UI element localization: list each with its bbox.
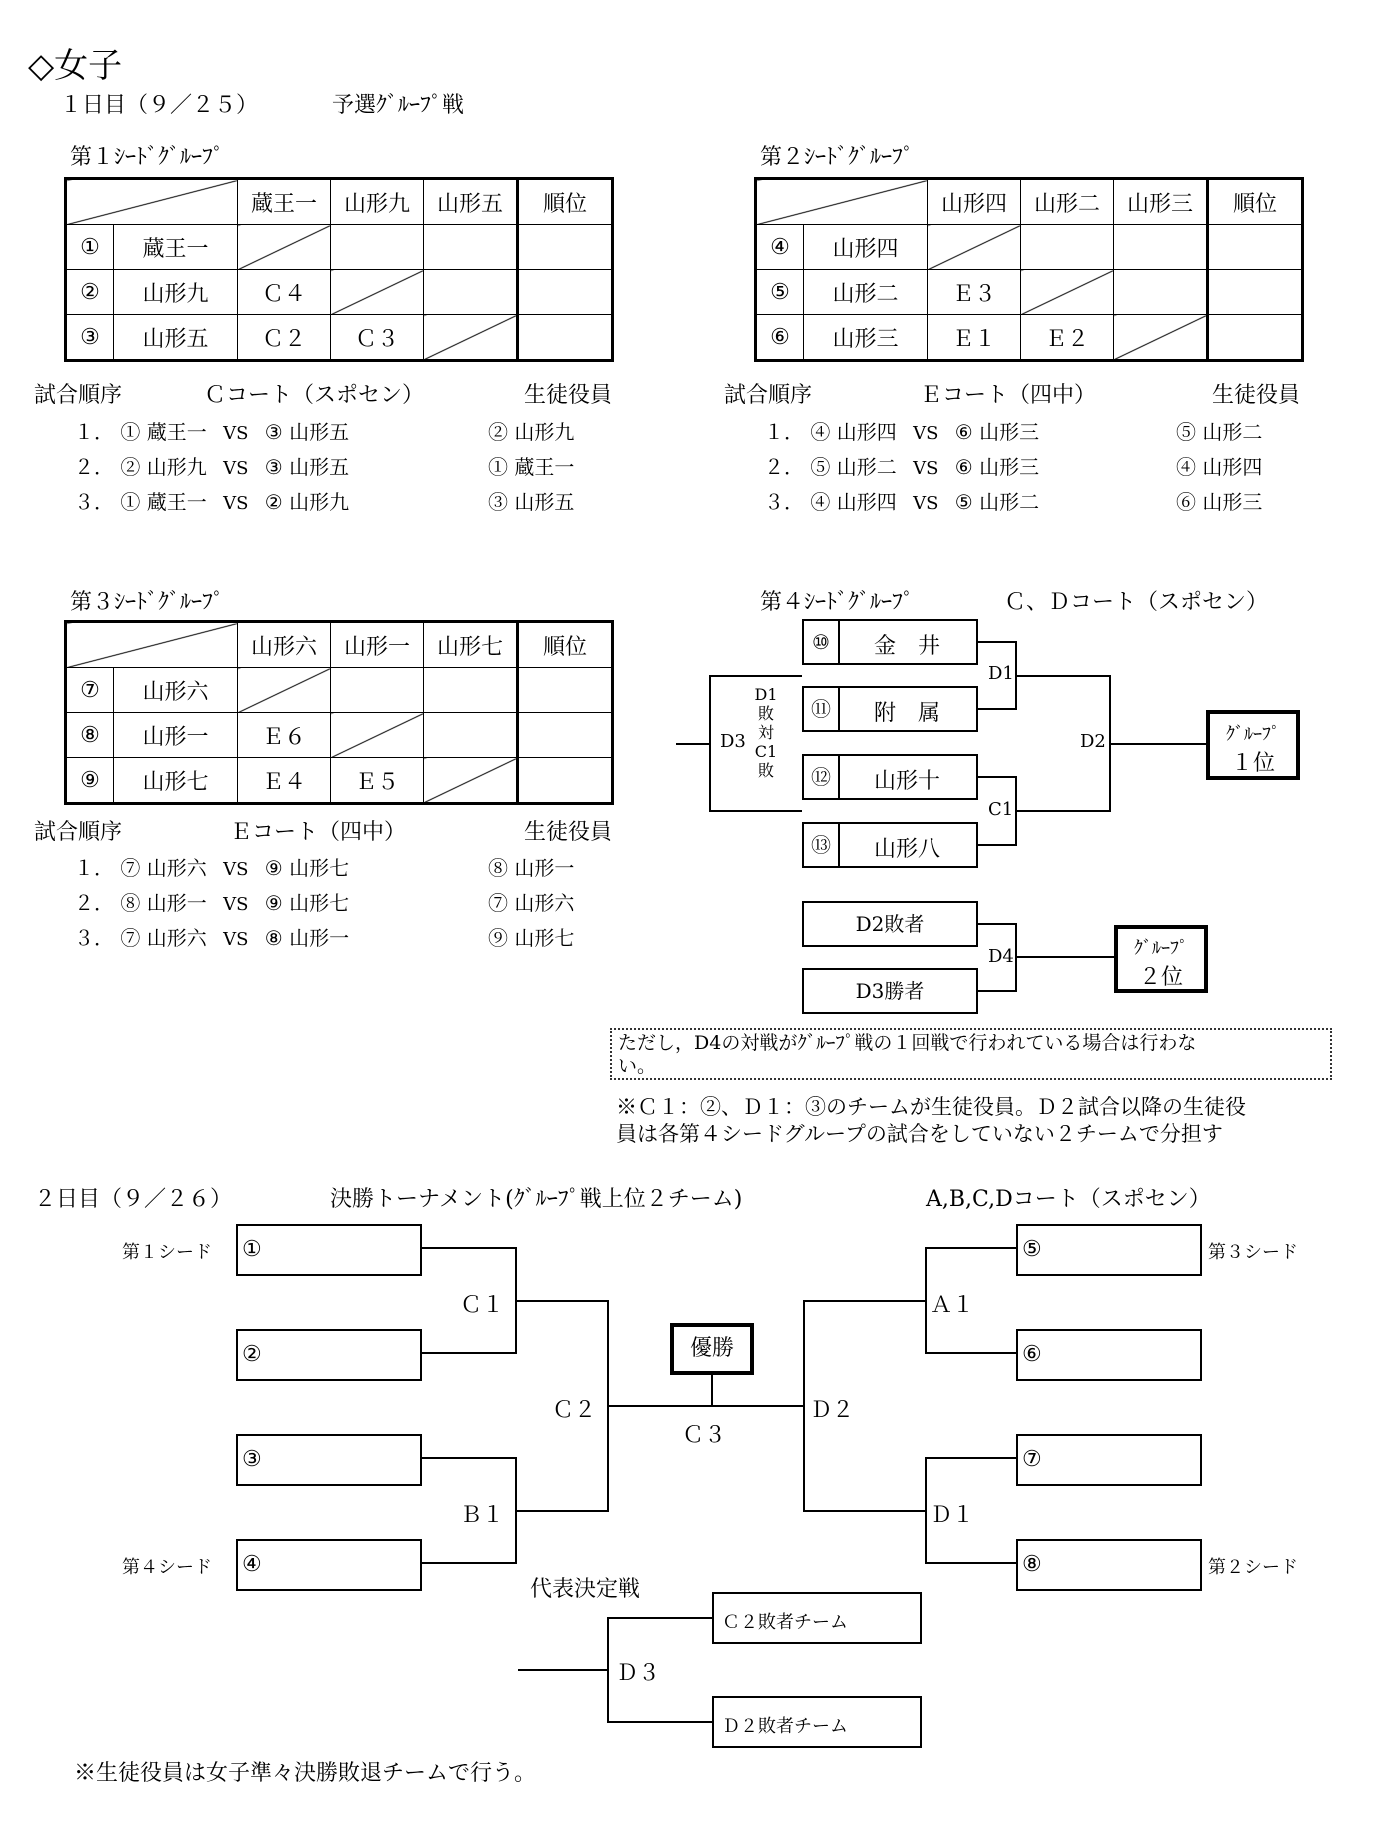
match-label-d2: D2	[1080, 731, 1106, 752]
group2-title: 第２ｼｰﾄﾞｸﾞﾙｰﾌﾟ	[760, 145, 915, 170]
group4-title: 第４ｼｰﾄﾞｸﾞﾙｰﾌﾟ	[760, 590, 915, 615]
row-num: ⑦	[66, 668, 114, 713]
match-team-a: ⑦ 山形六	[120, 856, 207, 880]
row-team: 山形四	[804, 225, 928, 270]
slot-num: ⑦	[1022, 1447, 1042, 1472]
d3-note-line: C1	[754, 742, 778, 761]
match-label-d3: Ｄ３	[616, 1661, 661, 1686]
col-header: 山形七	[424, 622, 518, 668]
vs-label: VS	[223, 859, 249, 880]
match-label-d4: D4	[988, 946, 1014, 967]
seed-label: 第１シード	[122, 1242, 212, 1263]
group1-title: 第１ｼｰﾄﾞｸﾞﾙｰﾌﾟ	[70, 145, 225, 170]
match-label-d3: D3	[720, 731, 746, 752]
slot-num: ⑧	[1022, 1552, 1042, 1577]
row-team: 山形三	[804, 315, 928, 361]
rank-header: 順位	[518, 179, 613, 225]
match-team-b: ③ 山形五	[264, 455, 350, 479]
match-label-d1: Ｄ１	[930, 1503, 975, 1528]
row-num: ③	[66, 315, 114, 361]
match-official: ② 山形九	[488, 420, 575, 444]
note-box-line: い。	[618, 1055, 657, 1077]
note-box	[610, 1028, 1332, 1080]
d3-note	[754, 685, 778, 780]
slot-num: ②	[242, 1342, 262, 1367]
row-num: ⑨	[66, 758, 114, 804]
match-label-c2: Ｃ２	[552, 1398, 597, 1423]
vs-label: VS	[223, 929, 249, 950]
page-title: ◇女子	[28, 46, 123, 86]
match-team-b: ③ 山形五	[264, 420, 350, 444]
slot-label: D2敗者	[855, 912, 925, 936]
day2-subheading: 決勝トーナメント(ｸﾞﾙｰﾌﾟ戦上位２チーム)	[330, 1187, 743, 1212]
note-line: 員は各第４シードグループの試合をしていない２チームで分担す	[616, 1122, 1223, 1146]
row-team: 山形一	[114, 713, 238, 758]
result-cell: Ｅ６	[238, 713, 331, 758]
result-cell: Ｃ２	[238, 315, 331, 361]
row-num: ⑧	[66, 713, 114, 758]
match-no: ２．	[74, 455, 114, 479]
group3-officials-label: 生徒役員	[524, 820, 613, 845]
match-team-a: ⑧ 山形一	[120, 891, 207, 915]
col-header: 蔵王一	[238, 179, 331, 225]
rank-header: 順位	[518, 622, 613, 668]
team-slot	[802, 686, 978, 732]
vs-label: VS	[223, 894, 249, 915]
match-no: １．	[764, 420, 804, 444]
col-header: 山形四	[928, 179, 1021, 225]
team-num: ⑬	[804, 824, 840, 866]
winner-line: ２位	[1138, 965, 1183, 990]
match-label-c1: C1	[988, 799, 1014, 820]
match-no: ３．	[74, 926, 114, 950]
match-no: １．	[74, 856, 114, 880]
match-team-a: ① 蔵王一	[120, 490, 207, 514]
slot-num: ⑥	[1022, 1342, 1042, 1367]
row-num: ⑤	[756, 270, 804, 315]
group3-title: 第３ｼｰﾄﾞｸﾞﾙｰﾌﾟ	[70, 590, 225, 615]
officials-note	[616, 1094, 1246, 1148]
match-label-b1: Ｂ１	[460, 1503, 505, 1528]
result-cell: Ｃ３	[331, 315, 424, 361]
winner-line: ｸﾞﾙｰﾌﾟ	[1134, 938, 1188, 959]
final-slot	[236, 1329, 422, 1381]
row-team: 山形二	[804, 270, 928, 315]
day2-court: A,B,C,Dコート（スポセン）	[926, 1187, 1211, 1212]
row-team: 蔵王一	[114, 225, 238, 270]
result-cell: Ｅ２	[1021, 315, 1114, 361]
row-team: 山形五	[114, 315, 238, 361]
match-team-a: ② 山形九	[120, 455, 207, 479]
vs-label: VS	[913, 493, 939, 514]
result-cell: Ｅ５	[331, 758, 424, 804]
row-num: ④	[756, 225, 804, 270]
match-team-a: ④ 山形四	[810, 420, 897, 444]
group2-court: Ｅコート（四中）	[920, 383, 1097, 408]
rep-slot-b	[712, 1696, 922, 1748]
team-slot	[802, 754, 978, 800]
match-team-a: ④ 山形四	[810, 490, 897, 514]
match-no: １．	[74, 420, 114, 444]
match-team-b: ⑨ 山形七	[264, 856, 350, 880]
group2-order-label: 試合順序	[724, 383, 813, 408]
match-no: ２．	[764, 455, 804, 479]
col-header: 山形六	[238, 622, 331, 668]
vs-label: VS	[913, 423, 939, 444]
match-label-d2: Ｄ２	[810, 1398, 855, 1423]
match-official: ⑨ 山形七	[488, 926, 575, 950]
match-official: ⑦ 山形六	[488, 891, 575, 915]
match-label-d1: D1	[988, 663, 1014, 684]
rep-slot-a	[712, 1592, 922, 1644]
col-header: 山形九	[331, 179, 424, 225]
match-team-b: ⑧ 山形一	[264, 926, 350, 950]
result-cell: Ｅ１	[928, 315, 1021, 361]
team-num: ⑪	[804, 688, 840, 730]
match-official: ⑧ 山形一	[488, 856, 575, 880]
group1-order-label: 試合順序	[34, 383, 123, 408]
match-official: ⑤ 山形二	[1176, 420, 1263, 444]
team-name: 金 井	[873, 634, 940, 659]
d2-loser-slot	[802, 901, 978, 947]
match-official: ① 蔵王一	[488, 455, 575, 479]
row-team: 山形九	[114, 270, 238, 315]
group1-court: Ｃコート（スポセン）	[204, 383, 425, 408]
final-slot	[1016, 1539, 1202, 1591]
match-official: ④ 山形四	[1176, 455, 1263, 479]
group2-officials-label: 生徒役員	[1212, 383, 1301, 408]
day1-subheading: 予選ｸﾞﾙｰﾌﾟ戦	[332, 93, 465, 118]
slot-num: ①	[242, 1237, 262, 1262]
rep-slot-label: Ｃ２敗者チーム	[722, 1612, 848, 1633]
champion-box	[670, 1323, 754, 1375]
col-header: 山形一	[331, 622, 424, 668]
final-slot	[1016, 1224, 1202, 1276]
day2-heading: ２日目（９／２６）	[34, 1187, 233, 1212]
final-slot	[1016, 1329, 1202, 1381]
seed-label: 第４シード	[122, 1557, 212, 1578]
match-label-c3: Ｃ３	[682, 1423, 727, 1448]
vs-label: VS	[913, 458, 939, 479]
champion-label: 優勝	[689, 1336, 734, 1361]
col-header: 山形三	[1114, 179, 1208, 225]
match-team-a: ⑦ 山形六	[120, 926, 207, 950]
vs-label: VS	[223, 493, 249, 514]
row-num: ⑥	[756, 315, 804, 361]
group-winner-1	[1206, 710, 1300, 780]
team-num: ⑩	[804, 621, 840, 663]
final-slot	[236, 1539, 422, 1591]
d3-note-line: 敗	[757, 704, 774, 723]
slot-num: ③	[242, 1447, 262, 1472]
match-no: ３．	[764, 490, 804, 514]
d3-winner-slot	[802, 968, 978, 1014]
result-cell: Ｃ４	[238, 270, 331, 315]
winner-line: ｸﾞﾙｰﾌﾟ	[1226, 724, 1280, 745]
slot-num: ④	[242, 1552, 262, 1577]
row-team: 山形六	[114, 668, 238, 713]
row-team: 山形七	[114, 758, 238, 804]
group4-court: Ｃ、Ｄコート（スポセン）	[1004, 590, 1269, 615]
match-team-b: ⑤ 山形二	[954, 490, 1040, 514]
vs-label: VS	[223, 423, 249, 444]
match-official: ③ 山形五	[488, 490, 575, 514]
row-num: ①	[66, 225, 114, 270]
match-team-b: ⑥ 山形三	[954, 455, 1040, 479]
group-winner-2	[1114, 925, 1208, 993]
match-team-a: ① 蔵王一	[120, 420, 207, 444]
final-slot	[1016, 1434, 1202, 1486]
col-header: 山形五	[424, 179, 518, 225]
day1-heading: １日目（９／２５）	[60, 93, 259, 118]
team-name: 附 属	[873, 701, 940, 726]
match-team-b: ⑨ 山形七	[264, 891, 350, 915]
note-box-line: ただし，D4の対戦がｸﾞﾙｰﾌﾟ戦の１回戦で行われている場合は行わな	[618, 1032, 1197, 1054]
vs-label: VS	[223, 458, 249, 479]
d3-note-line: 敗	[757, 761, 774, 780]
slot-num: ⑤	[1022, 1237, 1042, 1262]
rep-title: 代表決定戦	[530, 1577, 641, 1602]
row-num: ②	[66, 270, 114, 315]
result-cell: Ｅ３	[928, 270, 1021, 315]
team-num: ⑫	[804, 756, 840, 798]
winner-line: １位	[1230, 751, 1275, 776]
team-slot	[802, 822, 978, 868]
match-label-a1: Ａ１	[930, 1293, 975, 1318]
final-slot	[236, 1224, 422, 1276]
team-name: 山形十	[873, 769, 940, 794]
d3-note-line: D1	[754, 685, 778, 704]
group1-officials-label: 生徒役員	[524, 383, 613, 408]
d3-note-line: 対	[757, 723, 774, 742]
match-team-b: ② 山形九	[264, 490, 350, 514]
footnote: ※生徒役員は女子準々決勝敗退チームで行う。	[74, 1761, 537, 1786]
col-header: 山形二	[1021, 179, 1114, 225]
match-no: ２．	[74, 891, 114, 915]
team-slot	[802, 619, 978, 665]
note-line: ※Ｃ１：②、Ｄ１：③のチームが生徒役員。Ｄ２試合以降の生徒役	[616, 1095, 1246, 1119]
match-team-a: ⑤ 山形二	[810, 455, 897, 479]
match-official: ⑥ 山形三	[1176, 490, 1263, 514]
slot-label: D3勝者	[855, 979, 925, 1003]
match-label-c1: Ｃ１	[460, 1293, 505, 1318]
team-name: 山形八	[873, 837, 940, 862]
rep-slot-label: Ｄ２敗者チーム	[722, 1716, 848, 1737]
match-team-b: ⑥ 山形三	[954, 420, 1040, 444]
group3-court: Ｅコート（四中）	[230, 820, 407, 845]
match-no: ３．	[74, 490, 114, 514]
rank-header: 順位	[1208, 179, 1303, 225]
result-cell: Ｅ４	[238, 758, 331, 804]
group3-order-label: 試合順序	[34, 820, 123, 845]
seed-label: 第３シード	[1208, 1242, 1298, 1263]
seed-label: 第２シード	[1208, 1557, 1298, 1578]
final-slot	[236, 1434, 422, 1486]
